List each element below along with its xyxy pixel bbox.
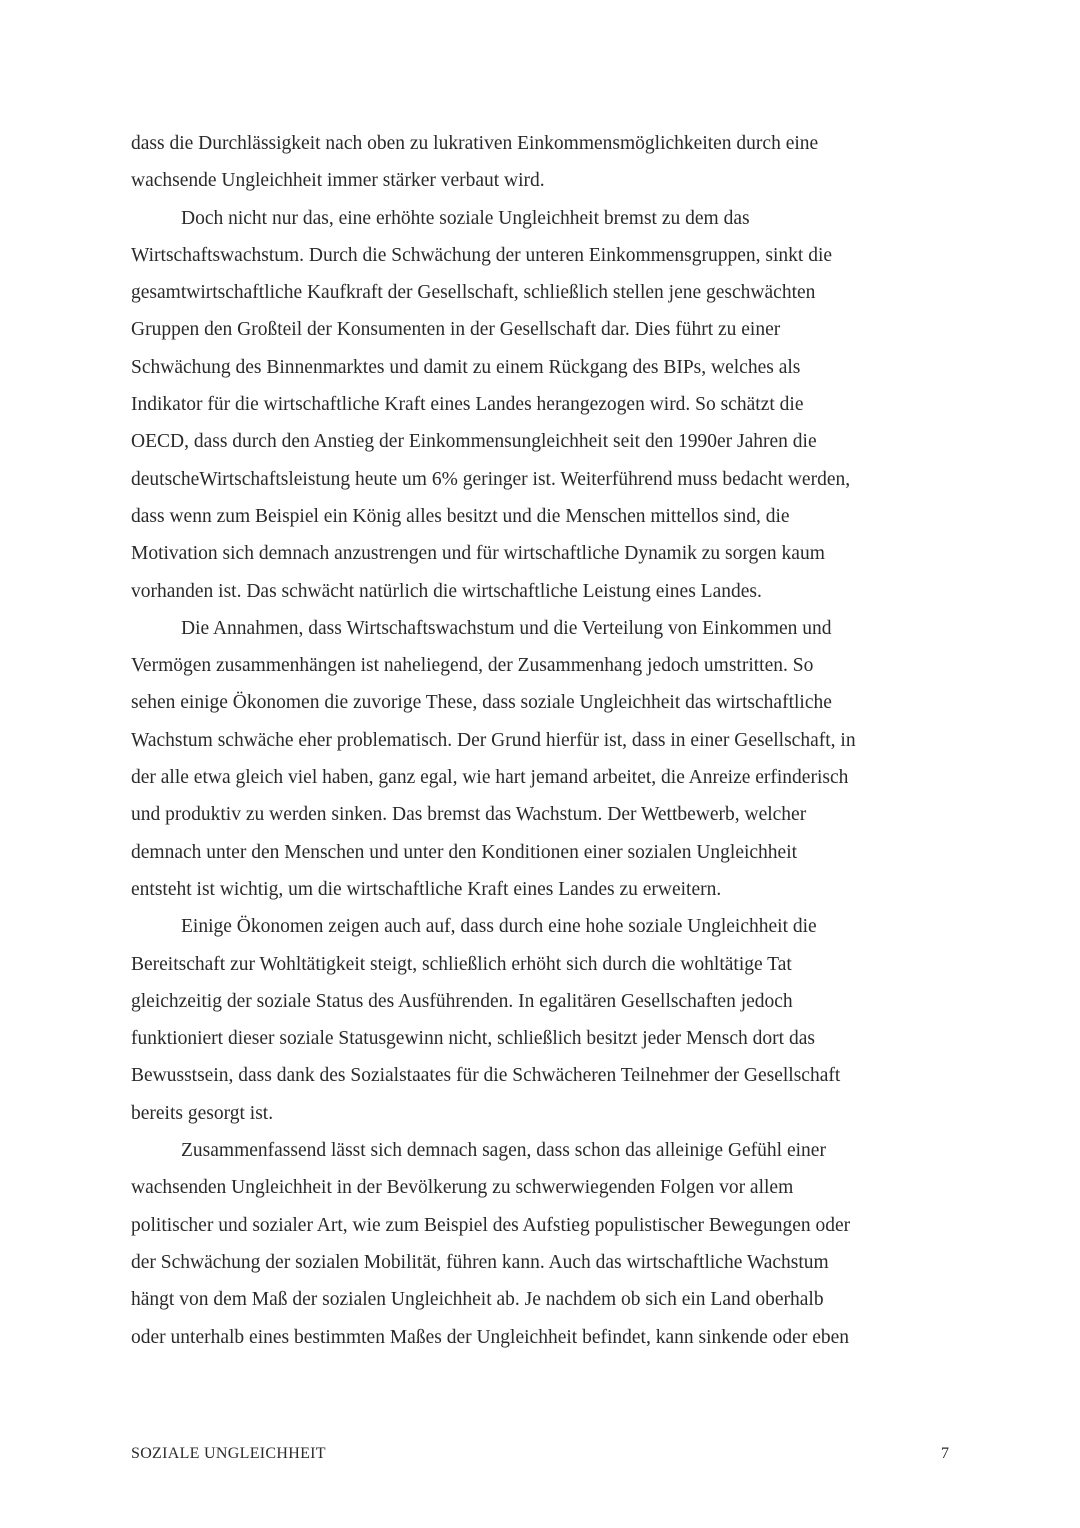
text-line: Die Annahmen, dass Wirtschaftswachstum und die Verteilung von Einkommen und — [181, 617, 832, 639]
text-line: bereits gesorgt ist. — [131, 1102, 274, 1124]
text-line: Schwächung des Binnenmarktes und damit zu einem Rückgang des BIPs, welches als — [131, 356, 801, 378]
footer-title: SOZIALE UNGLEICHHEIT — [131, 1445, 326, 1462]
text-line: funktioniert dieser soziale Statusgewinn nicht, schließlich besitzt jeder Mensch dort das — [131, 1028, 815, 1050]
text-line: Zusammenfassend lässt sich demnach sagen, dass schon das alleinige Gefühl einer — [181, 1140, 826, 1162]
text-line: deutscheWirtschaftsleistung heute um 6% geringer ist. Weiterführend muss bedacht werden, — [131, 468, 851, 490]
text-line: Wachstum schwäche eher problematisch. Der Grund hierfür ist, dass in einer Gesellschaft, in — [131, 729, 856, 751]
text-line: Einige Ökonomen zeigen auch auf, dass durch eine hohe soziale Ungleichheit die — [181, 916, 817, 938]
text-line: OECD, dass durch den Anstieg der Einkommensungleichheit seit den 1990er Jahren die — [131, 431, 817, 453]
text-line: dass die Durchlässigkeit nach oben zu lukrativen Einkommensmöglichkeiten durch eine — [131, 133, 819, 154]
text-line: entsteht ist wichtig, um die wirtschaftliche Kraft eines Landes zu erweitern. — [131, 878, 722, 900]
text-line: gesamtwirtschaftliche Kaufkraft der Gesellschaft, schließlich stellen jene geschwächten — [131, 282, 816, 304]
text-line: politischer und sozialer Art, wie zum Beispiel des Aufstieg populistischer Bewegungen oder — [131, 1214, 851, 1236]
page-number: 7 — [941, 1445, 949, 1462]
page-footer — [131, 1442, 949, 1466]
text-line: wachsenden Ungleichheit in der Bevölkerung zu schwerwiegenden Folgen vor allem — [131, 1177, 794, 1199]
text-line: hängt von dem Maß der sozialen Ungleichheit ab. Je nachdem ob sich ein Land oberhalb — [131, 1289, 824, 1311]
text-line: demnach unter den Menschen und unter den Konditionen einer sozialen Ungleichheit — [131, 841, 798, 863]
text-line: Indikator für die wirtschaftliche Kraft eines Landes herangezogen wird. So schätzt die — [131, 394, 804, 416]
text-line: Gruppen den Großteil der Konsumenten in der Gesellschaft dar. Dies führt zu einer — [131, 319, 781, 341]
text-line: sehen einige Ökonomen die zuvorige These, dass soziale Ungleichheit das wirtschaftliche — [131, 692, 832, 714]
text-line: Doch nicht nur das, eine erhöhte soziale Ungleichheit bremst zu dem das — [181, 207, 750, 229]
text-line: und produktiv zu werden sinken. Das bremst das Wachstum. Der Wettbewerb, welcher — [131, 804, 807, 826]
text-line: Wirtschaftswachstum. Durch die Schwächung der unteren Einkommensgruppen, sinkt die — [131, 244, 833, 266]
body-text — [131, 125, 951, 1356]
text-line: dass wenn zum Beispiel ein König alles besitzt und die Menschen mittellos sind, die — [131, 505, 790, 527]
text-line: Bereitschaft zur Wohltätigkeit steigt, schließlich erhöht sich durch die wohltätige Tat — [131, 953, 792, 975]
text-line: Motivation sich demnach anzustrengen und für wirtschaftliche Dynamik zu sorgen kaum — [131, 543, 825, 565]
text-line: Vermögen zusammenhängen ist naheliegend, der Zusammenhang jedoch umstritten. So — [131, 655, 814, 677]
text-line: vorhanden ist. Das schwächt natürlich die wirtschaftliche Leistung eines Landes. — [131, 580, 762, 602]
text-line: wachsende Ungleichheit immer stärker verbaut wird. — [131, 170, 545, 192]
text-line: Bewusstsein, dass dank des Sozialstaates für die Schwächeren Teilnehmer der Gesellschaft — [131, 1065, 841, 1087]
text-line: der alle etwa gleich viel haben, ganz egal, wie hart jemand arbeitet, die Anreize erfinderisch — [131, 767, 849, 789]
text-line: der Schwächung der sozialen Mobilität, führen kann. Auch das wirtschaftliche Wachstum — [131, 1251, 829, 1273]
text-line: oder unterhalb eines bestimmten Maßes der Ungleichheit befindet, kann sinkende oder eben — [131, 1326, 850, 1348]
text-line: gleichzeitig der soziale Status des Ausführenden. In egalitären Gesellschaften jedoch — [131, 990, 793, 1012]
